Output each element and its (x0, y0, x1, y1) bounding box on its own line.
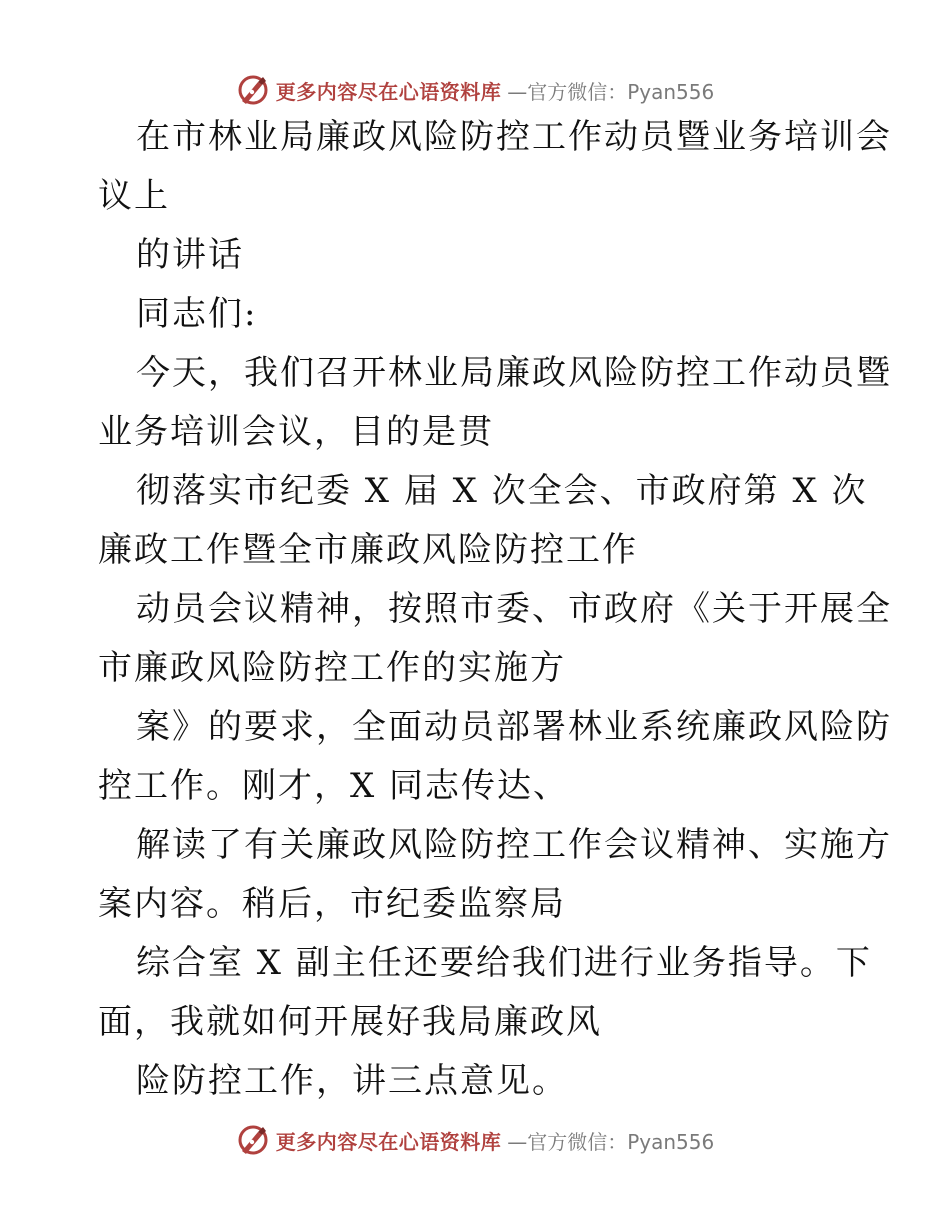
paragraph-line: 案》的要求，全面动员部署林业系统廉政风险防 (136, 707, 892, 747)
salutation: 同志们: (136, 294, 258, 334)
paragraph-line: 案内容。稍后，市纪委监察局 (98, 884, 566, 924)
paragraph-line: 动员会议精神，按照市委、市政府《关于开展全 (136, 589, 892, 629)
banner-main-text: 更多内容尽在心语资料库 (275, 1129, 502, 1154)
header-banner (0, 70, 950, 110)
paragraph-line: 控工作。刚才，X 同志传达、 (98, 766, 570, 806)
paragraph-line: 廉政工作暨全市廉政风险防控工作 (98, 530, 638, 570)
title-line-2: 议上 (98, 176, 170, 216)
paragraph-line: 解读了有关廉政风险防控工作会议精神、实施方 (136, 825, 892, 865)
paragraph-line: 综合室 X 副主任还要给我们进行业务指导。下 (136, 943, 872, 983)
pen-logo-icon (236, 1123, 270, 1157)
footer-banner (0, 1120, 950, 1160)
title-line-3: 的讲话 (136, 235, 244, 275)
paragraph-line: 险防控工作，讲三点意见。 (136, 1061, 568, 1101)
title-line-1: 在市林业局廉政风险防控工作动员暨业务培训会 (136, 117, 892, 157)
banner-main-text: 更多内容尽在心语资料库 (275, 79, 502, 104)
paragraph-line: 市廉政风险防控工作的实施方 (98, 648, 566, 688)
banner-contact-text: —官方微信：Pyan556 (507, 1129, 715, 1154)
pen-logo-icon (236, 73, 270, 107)
paragraph-line: 面，我就如何开展好我局廉政风 (98, 1002, 602, 1042)
paragraph-line: 今天，我们召开林业局廉政风险防控工作动员暨 (136, 353, 892, 393)
document-body (98, 117, 892, 1123)
paragraph-line: 彻落实市纪委 X 届 X 次全会、市政府第 X 次 (136, 471, 868, 511)
paragraph-line: 业务培训会议，目的是贯 (98, 412, 494, 452)
banner-contact-text: —官方微信：Pyan556 (507, 79, 715, 104)
